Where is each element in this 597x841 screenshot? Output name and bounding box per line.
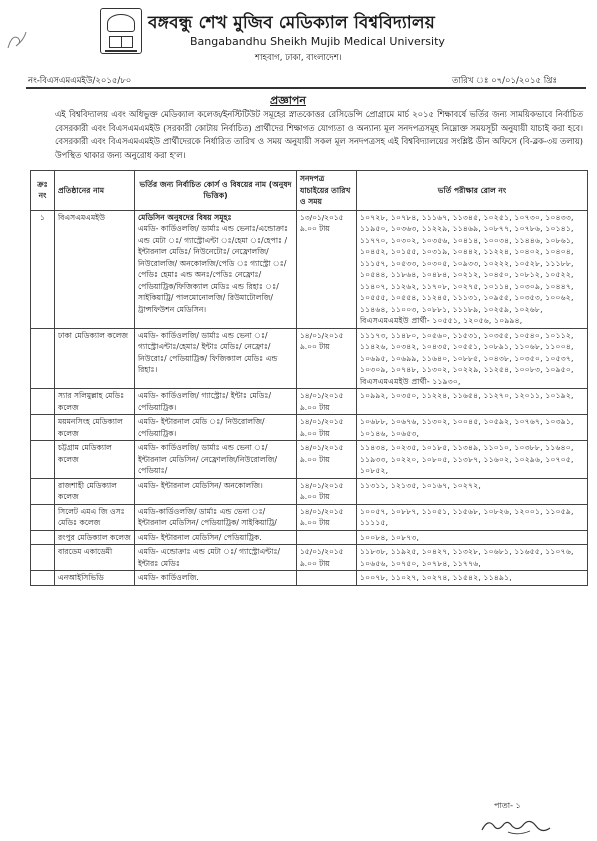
header-divider	[26, 87, 586, 89]
row-date: ১৪/০১/২০১৫ ৯.০০ টায়	[297, 328, 357, 389]
row-course: এমডি- এন্ডোক্রাঃ এন্ড মেটা ঃ/ গ্যাস্ট্রোএন্টাঃ/ ইন্টারঃ মেডিঃ	[135, 545, 297, 571]
table-row	[31, 389, 588, 415]
row-date: ১৪/০১/২০১৫ ৯.০০ টায়	[297, 504, 357, 530]
row-sl	[31, 530, 55, 545]
table-row	[31, 328, 588, 389]
university-name-english: Bangabandhu Sheikh Mujib Medical University	[190, 35, 445, 48]
header-date: সনদপত্র যাচাইয়ের তারিখ ও সময়	[297, 171, 357, 211]
page-number: পাতা- ১	[494, 801, 521, 810]
reference-number: নং-বিএসএমএমইউ/২০১৫/৮০	[28, 76, 132, 86]
row-institution: ময়মনসিংহ মেডিক্যাল কলেজ	[55, 415, 135, 441]
row-institution: স্যার সলিমুল্লাহ মেডিঃ কলেজ	[55, 389, 135, 415]
table-header-row	[31, 171, 588, 211]
table-row	[31, 545, 588, 571]
row-rolls	[357, 328, 588, 389]
row-institution: রংপুর মেডিক্যাল কলেজ	[55, 530, 135, 545]
row-rolls	[357, 210, 588, 328]
row-sl	[31, 545, 55, 571]
row-date	[297, 530, 357, 545]
roll-list: ১১১৭৩, ১১৪৮০, ১০৫৬০, ১১৫৩১, ১০৩৫৫, ১০৫৪০, ১০১১২, ১১৪২৬, ১০৩৪২, ১০৪৩৫, ১০৫৫১, ১০৮৯১, ১১০৬৮, ১১০০৪, ১০৬৯৫, ১০৬৯৯, ১১৬৪০, ১০৮৮৫, ১০৪৩৮, ১০৩৫০, ১০৫৩৭, ১০৩০৯, ১০৭৪৮, ১১৩০২, ১০২২৯, ১১২৫৪, ১০০৮৩, ১০৯৫০,	[360, 330, 574, 374]
schedule-table	[30, 170, 588, 586]
row-rolls: ১০৬৮৮, ১০৬৭৬, ১১৩০২, ১০০৪৫, ১০৫৯২, ১০৭৬৭, ১০৩৯১, ১০১৪৬, ১০৬৫৩,	[357, 415, 588, 441]
table-row	[31, 210, 588, 328]
row-sl: ১	[31, 210, 55, 328]
row-sl	[31, 441, 55, 479]
row-course: এমডি- কার্ডিওলজি/ গ্যাস্ট্রোঃ/ ইন্টাঃ মেডিঃ/পেডিয়াট্রিক।	[135, 389, 297, 415]
row-date: ১৪/০১/২০১৫ ৯.০০ টায়	[297, 441, 357, 479]
row-rolls: ১১৪৩৪, ১০২৩৫, ১০১৮৫, ১১৩৪৯, ১১০১০, ১০৩৮৮, ১১৬৪০, ১১৯৩৩, ১০২২০, ১০৮০৫, ১১৩৮৭, ১১৬০২, ১০২৯৬, ১০৭০৫, ১০৮৫২,	[357, 441, 588, 479]
row-sl	[31, 389, 55, 415]
bsmmu-candidates: বিএসএমএমইউ প্রার্থী- ১১৯৩০,	[360, 376, 461, 386]
university-logo	[100, 8, 142, 54]
notice-date: তারিখ ঃ ০৭/০১/২০১৫ খ্রিঃ	[452, 76, 557, 86]
row-date	[297, 571, 357, 586]
row-course: এমডি-কার্ডিওলজি/ ডার্মাঃ এন্ড ভেনা ঃ/ ইন্টারনাল মেডিসিন/ পেডিয়াট্রিক/ সাইকিয়াট্রি/	[135, 504, 297, 530]
roll-list: ১০৭২৮, ১০৭৮৪, ১১১৬৭, ১১৩৪৫, ১০২৫১, ১০৭৩০, ১০৪৩৩, ১১৯৫০, ১০৩৬৩, ১১২২৯, ১১৪৬৯, ১০৮৭৭, ১০৭৮৬, ১০১৪১, ১১৭৭০, ১০৩০২, ১০৩৫৬, ১০৪১৪, ১০০৩৪, ১১৪৪৬, ১০৮৬১, ১০৪৫২, ১০১৫৫, ১০৩১৯, ১০৪৪২, ১১২২৪, ১০৪০২, ১০৪০৪, ১১১৫৭, ১০৫৩৩, ১০৩০৫, ১০৯৩৩, ১০২২২, ১০৫২৮, ১১১৮৮, ১০৫৪৪, ১১৮৬৪, ১০৪৮৪, ১০২১২, ১০৪৫০, ১০৮১২, ১০৫২২, ১১৪০৭, ১১২৬২, ১১৭০৮, ১০২৭৫, ১০১১৪, ১০৩০৯, ১০৪৪৭, ১০৫৫৫, ১০৫৫৪, ১১২৪৫, ১১১৩১, ১০৯৫৫, ১০৩৫৩, ১০০৬২, ১১৪৬৪, ১১০০৩, ১০৮৮১, ১১১৮৯, ১০২৫৯, ১০২৬৮,	[360, 212, 574, 314]
row-sl	[31, 504, 55, 530]
table-row	[31, 530, 588, 545]
row-date: ১৩/০১/২০১৫ ৯.০০ টায়	[297, 210, 357, 328]
course-text: এমডি- কার্ডিওলজি/ ডার্মাঃ এন্ড ভেনাঃ/এন্ডোক্রাঃ এন্ড মেটা ঃ/ গ্যাস্ট্রোএন্টা ঃ/হেমা ঃ/হেপাঃ / ইন্টারনাল মেডিঃ/ নিউনেটোঃ/ নেফ্রোলজি/ নিউরোলজি/ অনকোলজি/পেডি ঃ গ্যাস্ট্রো ঃ/ পেডিঃ হেমাঃ এন্ড অনঃ/পেডিঃ নেফ্রোঃ/পেডিয়াট্রিক/ফিজিক্যাল মেডিঃ এন্ড রিহাঃ ঃ/ সাইকিয়াট্রি/ পালমোনোলজি/ রিউমাটোলজি/ ট্রান্সফিউশন মেডিসিন।	[138, 224, 289, 314]
row-course: এমডি- কার্ডিওলজি/ ডার্মাঃ এন্ড ভেনা ঃ/ইন্টারনাল মেডিসিন/ নেফ্রোলজি/নিউরোলজি/পেডিয়াঃ/	[135, 441, 297, 479]
row-institution: বিএসএমএমইউ	[55, 210, 135, 328]
row-rolls: ১০০৫৭, ১০৮৮৭, ১১০৫১, ১১৫৬৮, ১০৮২৬, ১২০০১, ১১০৫৯, ১১১১৫,	[357, 504, 588, 530]
row-rolls: ১০৯৯২, ১০৩৫০, ১১২২৪, ১১৬৫৪, ১১২৭০, ১২০১১, ১০১৯২,	[357, 389, 588, 415]
header-course: ভর্তির জন্য নির্বাচিত কোর্স ও বিষয়ের নাম (অনুষদ ভিত্তিক)	[135, 171, 297, 211]
row-date: ১৫/০১/২০১৫ ৯.০০ টায়	[297, 545, 357, 571]
row-rolls: ১০০৮৪, ১০৮৭৩,	[357, 530, 588, 545]
row-course: এমডি- কার্ডিওলজি.	[135, 571, 297, 586]
table-row	[31, 478, 588, 504]
table-row	[31, 504, 588, 530]
row-institution: চট্টগ্রাম মেডিক্যাল কলেজ	[55, 441, 135, 479]
row-date: ১৪/০১/২০১৫ ৯.০০ টায়	[297, 415, 357, 441]
row-sl	[31, 415, 55, 441]
row-rolls: ১০০৭৮, ১১০২৭, ১০২৭৪, ১১৫৪২, ১১৪৯১,	[357, 571, 588, 586]
row-rolls: ১১৮৩৮, ১১৯২৫, ১০৪২৭, ১১৩২৮, ১০৬৮১, ১১৬৫৫, ১১০৭৬, ১০৬৫৬, ১০৭৫০, ১০৭৮৪, ১১৭৭৬,	[357, 545, 588, 571]
header-sl: ক্রঃ নং	[31, 171, 55, 211]
table-row	[31, 571, 588, 586]
handwritten-mark	[4, 28, 30, 54]
row-sl	[31, 328, 55, 389]
row-date: ১৪/০১/২০১৫ ৯.০০ টায়	[297, 478, 357, 504]
row-course: এমডি- ইন্টারনাল মেডিসিন/ অনকোলজি।	[135, 478, 297, 504]
bsmmu-candidates: বিএসএমএমইউ প্রার্থী- ১০৫৫১, ১২০৫৬, ১০৯৯৪,	[360, 316, 523, 325]
header-institution: প্রতিষ্ঠানের নাম	[55, 171, 135, 211]
row-institution: ঢাকা মেডিক্যাল কলেজ	[55, 328, 135, 389]
row-course: এমডি- কার্ডিওলজি/ ডার্মাঃ এন্ড ভেনা ঃ/গ্যাস্ট্রোএন্টাঃ/হেমাঃ/ ইন্টাঃ মেডিঃ/ নেফ্রোঃ/নিউরোঃ/ পেডিয়াট্রিক/ ফিজিক্যাল মেডিঃ এন্ড রিহাঃ।	[135, 328, 297, 389]
row-sl	[31, 571, 55, 586]
row-course: এমডি- ইন্টারনাল মেডি ঃ/ নিউরোলজি/পেডিয়াট্রিক।	[135, 415, 297, 441]
row-course	[135, 210, 297, 328]
handwritten-signature	[478, 812, 558, 838]
row-institution: রাজশাহী মেডিক্যাল কলেজ	[55, 478, 135, 504]
row-institution: এনআইসিভিডি	[55, 571, 135, 586]
notice-title: প্রজ্ঞাপন	[270, 94, 306, 107]
notice-intro: এই বিশ্ববিদ্যালয় এবং অধিভুক্ত মেডিক্যাল কলেজ/ইনস্টিটিউট সমূহের স্নাতকোত্তর রেসিডেন্সি প্রোগ্রামে মার্চ ২০১৫ শিক্ষাবর্ষে ভর্তির জন্য সাময়িকভাবে নির্বাচিত বেসরকারী এবং বিএসএমএমইউ (সরকারী কোটায় নির্বাচিত) প্রার্থীদের শিক্ষাগত যোগ্যতা ও অন্যান্য মূল সনদপত্রসমূহ নিম্নোক্ত সময়সূচী অনুযায়ী যাচাই করা হবে। বেসরকারী এবং বিএসএমএমইউ প্রার্থীদেরকে নির্ধারিত তারিখ ও সময় অনুযায়ী সকল মূল সনদপত্রসহ এই বিশ্ববিদ্যালয়ের সংশ্লিষ্ট ডীন অফিসে (বি-ব্লক-৩য় তলায়) উপস্থিত থাকার জন্য অনুরোধ করা হ'ল।	[55, 109, 583, 160]
row-sl	[31, 478, 55, 504]
table-row	[31, 415, 588, 441]
table-row	[31, 441, 588, 479]
row-date: ১৪/০১/২০১৫ ৯.০০ টায়	[297, 389, 357, 415]
course-subhead: মেডিসিন অনুষদের বিষয় সমূহঃ	[138, 212, 232, 222]
university-name-bangla: বঙ্গবন্ধু শেখ মুজিব মেডিক্যাল বিশ্ববিদ্যালয়	[148, 13, 435, 33]
row-institution: সিলেট এমএ জি ওসঃ মেডিঃ কলেজ	[55, 504, 135, 530]
university-address: শাহবাগ, ঢাকা, বাংলাদেশ।	[255, 53, 342, 63]
row-course: এমডি- ইন্টারনাল মেডিসিন/ পেডিয়াট্রিক.	[135, 530, 297, 545]
row-institution: বারডেম একাডেমী	[55, 545, 135, 571]
row-rolls: ১১৩১১, ১২১৩৫, ১০১৬৭, ১০২৭২,	[357, 478, 588, 504]
header-rolls: ভর্তি পরীক্ষার রোল নং	[357, 171, 588, 211]
